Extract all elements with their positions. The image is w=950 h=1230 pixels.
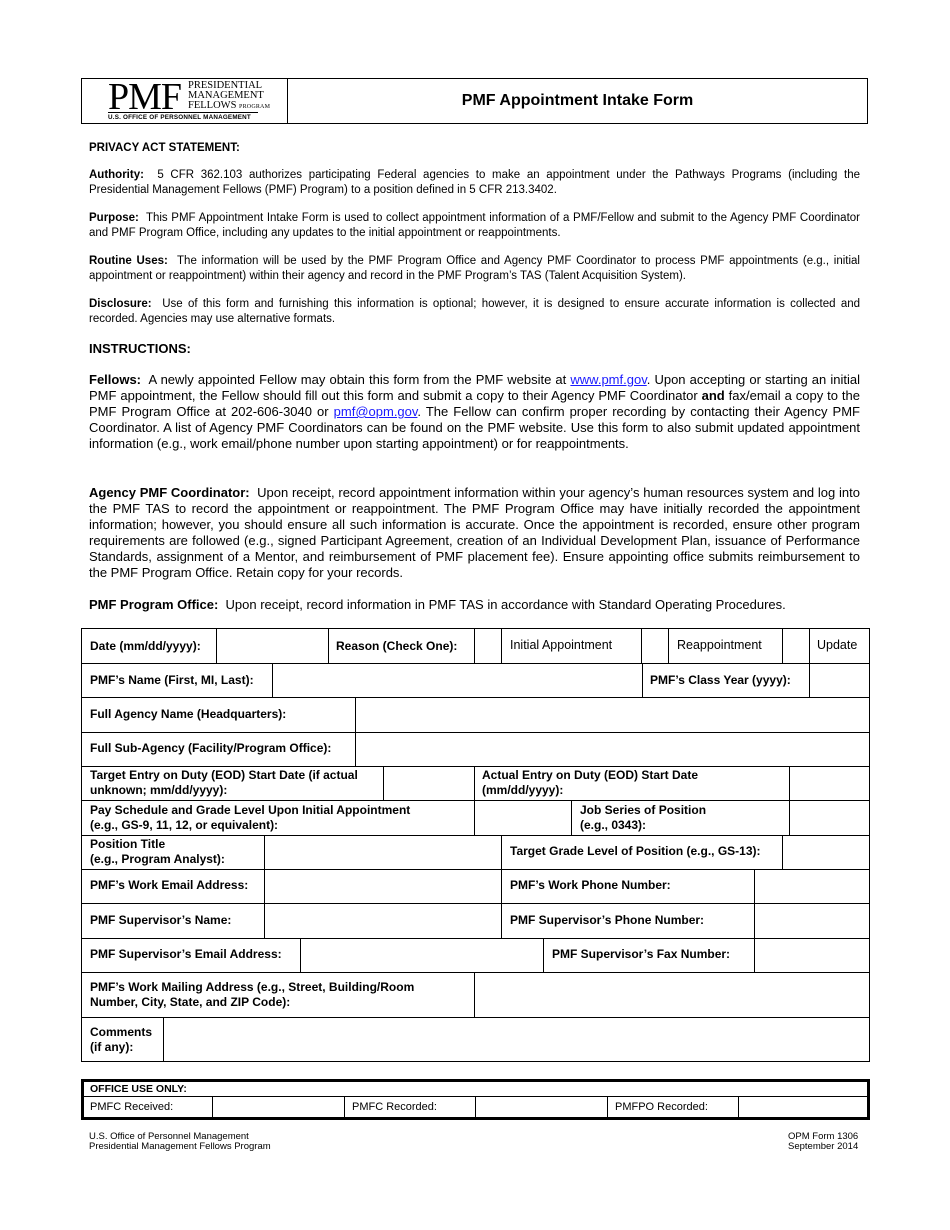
comments-label-line-2: (if any): xyxy=(90,1039,134,1054)
pmfpo-recorded-label: PMFPO Recorded: xyxy=(615,1101,708,1113)
office-text: Upon receipt, record information in PMF TAS in accordance with Standard Operating Procedures. xyxy=(225,597,786,612)
fellows-text-1: A newly appointed Fellow may obtain this form from the PMF website at xyxy=(148,372,567,387)
pmfc-received-input[interactable] xyxy=(213,1097,343,1117)
pmfc-recorded-input[interactable] xyxy=(476,1097,606,1117)
date-input[interactable] xyxy=(217,629,327,663)
comments-label xyxy=(90,1025,152,1054)
pay-grade-label-line-2: (e.g., GS-9, 11, 12, or equivalent): xyxy=(90,817,279,832)
supervisor-fax-input[interactable] xyxy=(755,939,869,972)
sub-agency-label: Full Sub-Agency (Facility/Program Office): xyxy=(90,741,332,755)
job-series-label xyxy=(580,803,706,832)
work-email-label: PMF’s Work Email Address: xyxy=(90,878,249,892)
privacy-routine xyxy=(89,254,860,283)
routine-label: Routine Uses: xyxy=(89,255,168,267)
supervisor-name-label: PMF Supervisor’s Name: xyxy=(90,913,232,927)
logo-line-3 xyxy=(188,101,270,112)
reappointment-option: Reappointment xyxy=(677,638,762,652)
coord-label: Agency PMF Coordinator: xyxy=(89,485,250,500)
footer-program: Presidential Management Fellows Program xyxy=(89,1141,271,1152)
pay-grade-label xyxy=(90,803,410,832)
office-label: PMF Program Office: xyxy=(89,597,219,612)
mailing-address-input[interactable] xyxy=(475,973,869,1017)
supervisor-phone-input[interactable] xyxy=(755,904,869,938)
work-phone-label: PMF’s Work Phone Number: xyxy=(510,878,671,892)
supervisor-fax-label: PMF Supervisor’s Fax Number: xyxy=(552,947,731,961)
intake-form-table xyxy=(81,628,870,1062)
initial-appointment-option: Initial Appointment xyxy=(510,638,613,652)
fellows-text-3: fax/email a copy to the PMF Program Office at 202-606-3040 or xyxy=(89,388,860,419)
pay-grade-input[interactable] xyxy=(475,801,570,835)
fellows-label: Fellows: xyxy=(89,372,142,387)
actual-eod-input[interactable] xyxy=(790,767,869,800)
pmfc-received-label: PMFC Received: xyxy=(90,1101,174,1113)
logo-rule xyxy=(108,112,258,113)
purpose-label: Purpose: xyxy=(89,212,139,224)
position-title-label xyxy=(90,837,225,866)
logo-line-1: PRESIDENTIAL xyxy=(188,80,263,91)
office-use-box xyxy=(81,1079,870,1120)
update-checkbox[interactable] xyxy=(783,629,808,663)
class-year-input[interactable] xyxy=(810,664,869,697)
authority-label: Authority: xyxy=(89,169,144,181)
office-use-title: OFFICE USE ONLY: xyxy=(90,1083,187,1095)
pmfpo-recorded-input[interactable] xyxy=(739,1097,867,1117)
page-title: PMF Appointment Intake Form xyxy=(461,92,694,109)
instructions-program-office xyxy=(89,597,860,613)
position-title-input[interactable] xyxy=(265,836,500,869)
actual-eod-label-line-2: (mm/dd/yyyy): xyxy=(482,782,564,797)
target-grade-label: Target Grade Level of Position (e.g., GS-13): xyxy=(510,844,761,858)
pmfc-recorded-label: PMFC Recorded: xyxy=(352,1101,437,1113)
target-eod-input[interactable] xyxy=(384,767,472,800)
class-year-label: PMF’s Class Year (yyyy): xyxy=(650,673,791,687)
actual-eod-label-line-1: Actual Entry on Duty (EOD) Start Date xyxy=(482,768,699,782)
update-option: Update xyxy=(817,638,858,652)
sub-agency-input[interactable] xyxy=(356,733,869,766)
supervisor-name-input[interactable] xyxy=(265,904,500,938)
routine-text: The information will be used by the PMF Program Office and Agency PMF Coordinator to process PMF appointments (e.g., initial appointment or reappointment) within their agency and record in the PMF Program’s TAS (Talent Acquisition System). xyxy=(89,255,860,282)
footer-date: September 2014 xyxy=(788,1141,859,1152)
coord-text: Upon receipt, record appointment information within your agency’s human resources system and log into the PMF TAS to record the appointment or reappointment. The PMF Program Office may have initially recorded the appointment information; however, you should ensure all such information is accurate. Once the appointment is recorded, ensure other program requirements are followed (e.g., signed Participant Agreement, creation of an Individual Development Plan, issuance of Performance Standards, assignment of a Mentor, and reimbursement of PMF placement fee). Ensure appointing office submits reimbursement to the PMF Program Office. Retain copy for your records. xyxy=(89,485,860,580)
instructions-fellows xyxy=(89,372,860,452)
supervisor-phone-label: PMF Supervisor’s Phone Number: xyxy=(510,913,705,927)
initial-appointment-checkbox[interactable] xyxy=(475,629,500,663)
logo-line-3b: PROGRAM xyxy=(239,104,271,110)
privacy-heading: PRIVACY ACT STATEMENT: xyxy=(89,142,240,154)
purpose-text: This PMF Appointment Intake Form is used to collect appointment information of a PMF/Fellow and submit to the Agency PMF Coordinator and PMF Program Office, including any updates to the initial appointment or reappointments. xyxy=(89,212,861,239)
comments-input[interactable] xyxy=(164,1018,869,1061)
instructions-heading: INSTRUCTIONS: xyxy=(89,341,191,356)
privacy-authority xyxy=(89,168,860,197)
fellows-and: and xyxy=(701,388,725,403)
footer-left xyxy=(89,1132,271,1152)
mailing-address-label xyxy=(90,980,414,1009)
authority-text: 5 CFR 362.103 authorizes participating Federal agencies to make an appointment under the Pathways Programs (including the Presidential Management Fellows (PMF) Program) to a position defined in 5 CFR 213.3402. xyxy=(89,169,861,196)
position-title-label-line-1: Position Title xyxy=(90,837,166,851)
logo-abbrev: PMF xyxy=(108,76,182,118)
agency-name-label: Full Agency Name (Headquarters): xyxy=(90,707,287,721)
instructions-coordinator xyxy=(89,485,860,581)
mailing-address-label-line-2: Number, City, State, and ZIP Code): xyxy=(90,994,291,1009)
privacy-purpose xyxy=(89,211,860,240)
agency-name-input[interactable] xyxy=(356,698,869,732)
logo-agency: U.S. OFFICE OF PERSONNEL MANAGEMENT xyxy=(108,114,251,121)
job-series-label-line-2: (e.g., 0343): xyxy=(580,817,647,832)
supervisor-email-input[interactable] xyxy=(301,939,542,972)
reappointment-checkbox[interactable] xyxy=(642,629,667,663)
logo-words xyxy=(188,81,270,112)
position-title-label-line-2: (e.g., Program Analyst): xyxy=(90,851,225,866)
job-series-input[interactable] xyxy=(790,801,869,835)
work-phone-input[interactable] xyxy=(755,870,869,903)
reason-label: Reason (Check One): xyxy=(336,639,458,653)
logo-line-2: MANAGEMENT xyxy=(188,90,264,101)
pmf-email-link[interactable]: pmf@opm.gov xyxy=(333,404,418,419)
fellows-text-2: . Upon accepting or starting an initial PMF appointment, the Fellow should fill out this form and submit a copy to their Agency PMF Coordinator xyxy=(89,372,860,403)
target-eod-label xyxy=(90,768,358,797)
privacy-disclosure xyxy=(89,297,860,326)
pmf-website-link[interactable]: www.pmf.gov xyxy=(570,372,647,387)
actual-eod-label xyxy=(482,768,698,797)
date-label: Date (mm/dd/yyyy): xyxy=(90,639,201,653)
pmf-name-label: PMF’s Name (First, MI, Last): xyxy=(90,673,254,687)
job-series-label-line-1: Job Series of Position xyxy=(580,803,707,817)
work-email-input[interactable] xyxy=(265,870,500,903)
supervisor-email-label: PMF Supervisor’s Email Address: xyxy=(90,947,282,961)
footer-right xyxy=(788,1132,858,1152)
pmf-name-input[interactable] xyxy=(273,664,641,697)
mailing-address-label-line-1: PMF’s Work Mailing Address (e.g., Street, Building/Room xyxy=(90,980,415,994)
logo-line-3a: FELLOWS xyxy=(188,100,237,111)
footer-form-number: OPM Form 1306 xyxy=(788,1131,859,1142)
disclosure-text: Use of this form and furnishing this information is optional; however, it is designed to ensure accurate information is collected and recorded. Agencies may use alternative formats. xyxy=(89,298,861,325)
target-eod-label-line-2: unknown; mm/dd/yyyy): xyxy=(90,782,228,797)
target-grade-input[interactable] xyxy=(783,836,869,869)
comments-label-line-1: Comments xyxy=(90,1025,153,1039)
form-header xyxy=(81,78,868,124)
pay-grade-label-line-1: Pay Schedule and Grade Level Upon Initial Appointment xyxy=(90,803,411,817)
footer-agency: U.S. Office of Personnel Management xyxy=(89,1131,249,1142)
target-eod-label-line-1: Target Entry on Duty (EOD) Start Date (if actual xyxy=(90,768,358,782)
pmf-logo xyxy=(82,76,288,123)
fellows-text-4: . The Fellow can confirm proper recording by contacting their Agency PMF Coordinator. A list of Agency PMF Coordinators can be found on the PMF website. Use this form to also submit updated appointment information (e.g., work email/phone number upon starting appointment) or for reappointments. xyxy=(89,404,860,451)
disclosure-label: Disclosure: xyxy=(89,298,152,310)
